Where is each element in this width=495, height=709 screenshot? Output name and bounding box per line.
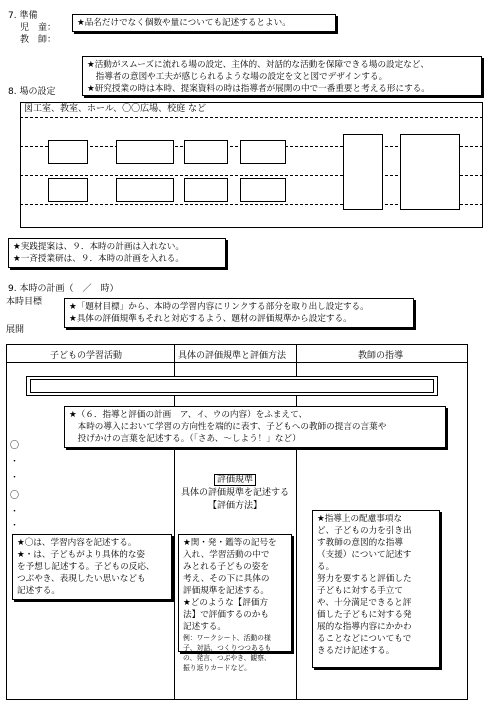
setting-note-line: ★活動がスムーズに流れる場の設定、主体的、対話的な活動を保障できる場の設定など、 — [87, 60, 430, 70]
col2-note-line: 記述する。 — [183, 622, 226, 632]
col2-note-line: 考え、その下に具体の — [183, 574, 270, 584]
col3-note-line: や、十分満足できると評 — [317, 598, 412, 608]
activity-bullet: 〇 — [10, 441, 20, 451]
intro-row-inner — [30, 379, 434, 393]
col2-note-line: 法】で評価するのかも — [183, 610, 269, 620]
place-example: 図工室、教室、ホール、〇〇広場、校庭 など — [24, 104, 206, 114]
table-col-divider — [174, 344, 175, 700]
col2-example-line: 振り返りカードなど。 — [183, 664, 251, 672]
desk-shape — [240, 140, 286, 164]
col1-note-line: ★・は、子どもがより具体的な姿 — [17, 550, 146, 560]
frame-divider — [20, 117, 483, 118]
intro-note — [64, 406, 446, 448]
children-label: 児 童： — [20, 23, 57, 33]
col3-note-line: ★指導上の配慮事項な — [317, 514, 403, 524]
section9-note — [8, 238, 226, 268]
table-col-divider — [296, 344, 297, 700]
section7-note — [72, 14, 336, 32]
col2-header: 具体の評価規準と評価方法 — [178, 351, 287, 361]
goal-note — [64, 298, 414, 328]
col1-note-line: 記述する。 — [17, 586, 60, 596]
desk-shape — [116, 178, 174, 202]
goal-label: 本時目標 — [6, 297, 43, 307]
desk-shape — [184, 140, 228, 164]
col2-note-line: 入れ、学習活動の中で — [183, 550, 270, 560]
section7-title: 7. 準備 — [8, 11, 38, 21]
col1-note — [12, 534, 172, 600]
intro-note-line: ★（６．指導と評価の計画 ア、イ、ウの内容）をふまえて、 — [69, 410, 308, 420]
setting-note-line: 指導者の意図や工夫が感じられるような場の設定を文と図でデザインする。 — [87, 72, 388, 82]
col2-note-line: ★関・発・鑑等の記号を — [183, 538, 277, 548]
desk-shape — [48, 140, 88, 164]
table-shape — [400, 134, 460, 210]
col3-note-line: 努力を要すると評価した — [317, 574, 412, 584]
col2-example-line: の、発言、つぶやき、観察、 — [183, 654, 271, 662]
desk-shape — [240, 178, 286, 202]
col3-note-line: 価した子どもに対する発 — [317, 610, 412, 620]
intro-note-line: 本時の導入において学習の方向性を端的に表す、子どもへの教師の提言の言葉や — [69, 422, 387, 432]
activity-bullet: 〇 — [10, 491, 20, 501]
col1-note-line: つぶやき、表現したい思いなども — [17, 574, 146, 584]
col1-note-line: を予想し記述する。子どもの反応、 — [17, 562, 155, 572]
col2-note-line: みとれる子どもの姿を — [183, 562, 269, 572]
col3-note — [312, 510, 440, 668]
col3-note-line: ど、子どもの力を引き出 — [317, 526, 412, 536]
desk-shape — [184, 178, 228, 202]
setting-note — [82, 56, 482, 96]
col3-note-line: す教師の意図的な指導 — [317, 538, 403, 548]
criteria-box — [178, 474, 292, 513]
col1-note-line: ★〇は、学習内容を記述する。 — [17, 538, 137, 548]
col3-header: 教師の指導 — [358, 351, 404, 361]
teacher-label: 教 師： — [20, 35, 57, 45]
section9-title: 9. 本時の計画（ ／ 時） — [8, 284, 119, 294]
goal-note-line: ★具体の評価規準もそれと対応するよう、題材の評価規準から設定する。 — [69, 314, 352, 324]
intro-note-line: 投げかけの言葉を記述する。（「さあ、〜しよう！」など） — [69, 434, 301, 444]
activity-bullet: ・ — [10, 473, 20, 483]
col2-example-line: 例：ワークシート、活動の様 — [183, 634, 271, 642]
col3-note-line: る。 — [317, 562, 335, 572]
criteria-method: 【評価方法】 — [207, 501, 262, 511]
col2-note — [178, 534, 292, 672]
section9-note-line: ★実践提案は、９．本時の計画は入れない。 — [13, 242, 184, 252]
development-label: 展開 — [6, 325, 25, 335]
desk-shape — [116, 140, 174, 164]
criteria-title: 評価規準 — [214, 474, 256, 486]
goal-note-line: ★「題材目標」から、本時の学習内容にリンクする部分を取り出し設定する。 — [69, 302, 369, 312]
col3-note-line: （支援）について記述す — [317, 550, 412, 560]
col2-example-line: 子、対話、つくりつつあるも — [183, 644, 272, 652]
col3-note-line: ることなどについてもで — [317, 634, 412, 644]
col2-note-line: 評価規準を記述する。 — [183, 586, 269, 596]
criteria-desc: 具体の評価規準を記述する — [180, 488, 289, 498]
section7-note-text: ★品名だけでなく個数や量についても記述するとよい。 — [77, 18, 291, 28]
section9-note-line: ★一斉授業研は、９．本時の計画を入れる。 — [13, 254, 184, 264]
col2-note-line: ★どのような【評価方 — [183, 598, 269, 608]
desk-shape — [48, 178, 88, 202]
table-header-divider — [6, 362, 468, 363]
col3-note-line: 展的な指導内容にかかわ — [317, 622, 412, 632]
activity-bullet: ・ — [10, 507, 20, 517]
activity-bullet: ・ — [10, 457, 20, 467]
table-shape — [343, 134, 383, 210]
col1-header: 子どもの学習活動 — [50, 351, 123, 361]
section8-title: 8. 場の設定 — [8, 87, 56, 97]
activity-bullet: ・ — [10, 521, 20, 531]
col3-note-line: 子どもに対する手立て — [317, 586, 403, 596]
col3-note-line: きるだけ記述する。 — [317, 646, 395, 656]
setting-note-line: ★研究授業の時は本時、提案資料の時は指導者が展開の中で一番重要と考える形にする。 — [87, 84, 430, 94]
